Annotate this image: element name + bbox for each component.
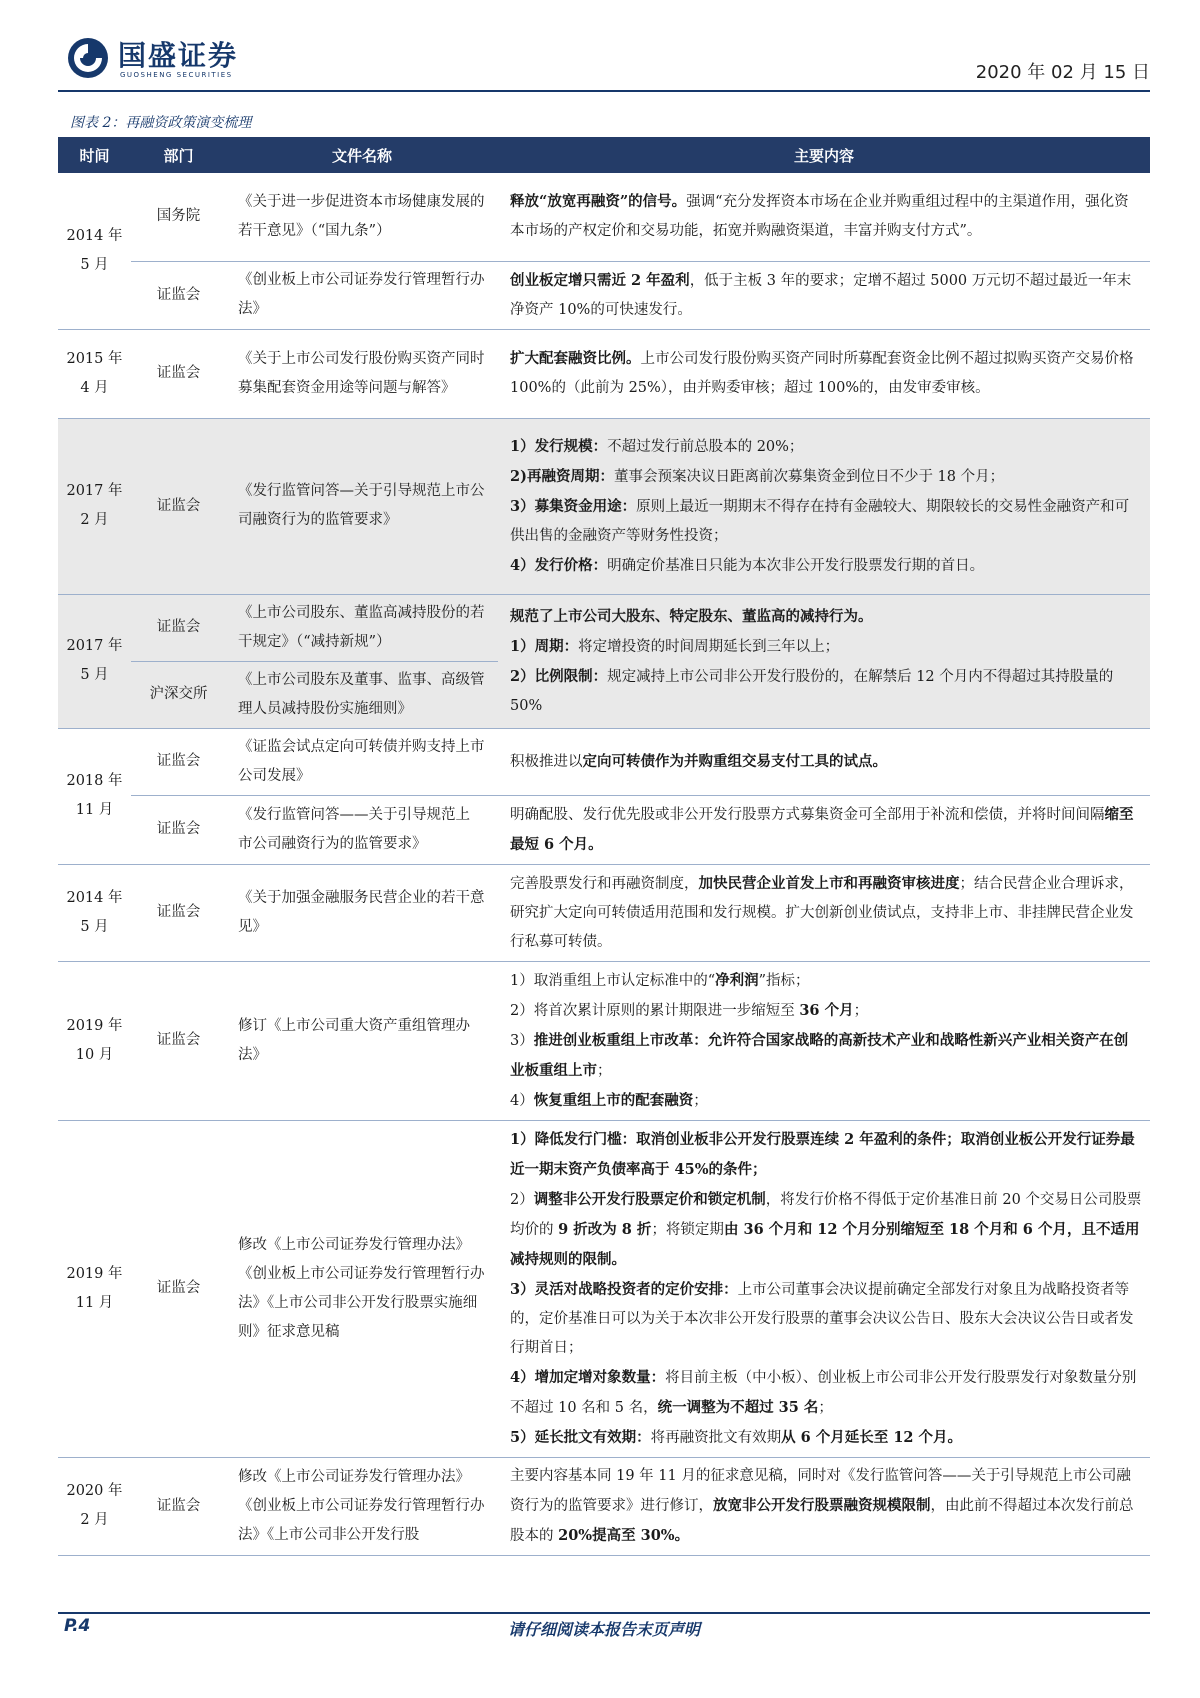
cell-content [498,261,1150,329]
content-text: ，将发行价格不得低于定价基准日前 20 个交易日公司股票均价的 [510,1191,1142,1238]
content-emphasis: 净利润 [715,971,759,989]
content-emphasis: 1）降低发行门槛：取消创业板非公开发行股票连续 2 年盈利的条件；取消创业板公开发行证券最近一期末资产负债率高于 45%的条件； [510,1130,1135,1178]
content-text: 强调“充分发挥资本市场在企业并购重组过程中的主渠道作用，强化资本市场的产权定价和交易功能，拓宽并购融资渠道，丰富并购支付方式”。 [510,194,1129,240]
content-text: 上市公司董事会决议提前确定全部发行对象且为战略投资者等的，定价基准日可以为关于本次非公开发行股票的董事会决议公告日、股东大会决议公告日或者发行期首日； [510,1281,1134,1356]
content-line [510,344,1142,403]
guosheng-logo-icon [66,36,110,80]
content-line [510,187,1142,246]
cell-content [498,173,1150,261]
content-emphasis: 加快民营企业首发上市和再融资审核进度 [698,874,960,892]
content-text: ，由此前不得超过本次发行前总股本的 [510,1497,1134,1544]
content-emphasis: 3）募集资金用途： [510,497,637,515]
cell-dept: 沪深交所 [131,661,226,728]
content-line [510,1423,1142,1453]
content-emphasis: 36 个月 [799,1001,854,1019]
table-row [58,795,1150,864]
cell-time: 2017 年 5 月 [58,594,131,728]
content-line [510,632,1142,662]
content-text: 明确定价基准日只能为本次非公开发行股票发行期的首日。 [607,557,985,574]
header-doc: 文件名称 [226,137,498,173]
table-row [58,594,1150,661]
cell-time: 2015 年 4 月 [58,329,131,418]
content-emphasis: 2）比例限制： [510,667,608,685]
footer-divider [58,1612,1150,1614]
content-line [510,800,1142,860]
cell-time: 2018 年 11 月 [58,728,131,864]
content-text: 完善股票发行和再融资制度， [510,875,699,892]
table-row [58,728,1150,795]
content-text: 不超过发行前总股本的 20%； [607,438,804,455]
header-divider [58,90,1150,92]
cell-time: 2020 年 2 月 [58,1457,131,1555]
table-row [58,961,1150,1120]
content-text: 2）将首次累计原则的累计期限进一步缩短至 [510,1002,800,1019]
content-text: ；结合民营企业合理诉求，研究扩大定向可转债适用范围和发行规模。扩大创新创业债试点，支持非上市、非挂牌民营企业发行私募可转债。 [510,875,1134,950]
table-row [58,864,1150,961]
content-emphasis: 20%提高至 30%。 [558,1526,690,1544]
content-text: 明确配股、发行优先股或非公开发行股票方式募集资金可全部用于补流和偿债，并将时间间隔 [510,806,1105,823]
cell-dept: 证监会 [131,329,226,418]
page-number: P.4 [64,1616,91,1636]
cell-doc: 修订《上市公司重大资产重组管理办法》 [226,961,498,1120]
cell-dept: 证监会 [131,961,226,1120]
content-emphasis: 扩大配套融资比例。 [510,350,641,367]
content-emphasis: 规范了上市公司大股东、特定股东、董监高的减持行为。 [510,607,873,625]
cell-dept: 证监会 [131,1120,226,1457]
cell-content [498,329,1150,418]
content-emphasis: 1）周期： [510,637,579,655]
cell-time: 2019 年 10 月 [58,961,131,1120]
cell-content [498,1120,1150,1457]
cell-doc: 《上市公司股东、董监高减持股份的若干规定》（“减持新规”） [226,594,498,661]
content-line [510,662,1142,721]
header-content: 主要内容 [498,137,1150,173]
header-dept: 部门 [131,137,226,173]
content-line [510,551,1142,581]
content-text: 董事会预案决议日距离前次募集资金到位日不少于 18 个月； [613,468,1005,485]
content-text: 3） [510,1032,534,1049]
content-text: ； [597,1062,612,1079]
cell-dept: 证监会 [131,795,226,864]
cell-content [498,728,1150,795]
content-emphasis: 4）增加定增对象数量： [510,1368,666,1386]
cell-dept: 证监会 [131,261,226,329]
header-time: 时间 [58,137,131,173]
cell-dept: 证监会 [131,728,226,795]
content-text: ；将锁定期 [651,1221,724,1238]
content-text: 将再融资批文有效期 [650,1429,782,1446]
content-line [510,1462,1142,1551]
content-emphasis: 推进创业板重组上市改革：允许符合国家战略的高新技术产业和战略性新兴产业相关资产在创业板重组上市 [510,1031,1129,1079]
content-emphasis: 恢复重组上市的配套融资 [533,1091,694,1109]
content-text: 2） [510,1191,534,1208]
content-emphasis: 由 36 个月和 12 个月分别缩短至 18 个月和 6 个月，且不适用减持规则的限制。 [510,1220,1140,1268]
report-date: 2020 年 02 月 15 日 [975,62,1150,83]
content-emphasis: 创业板定增只需近 2 年盈利 [510,271,690,289]
content-emphasis: 5）延长批文有效期： [510,1428,651,1446]
cell-content [498,795,1150,864]
content-emphasis: 3）灵活对战略投资者的定价安排： [510,1280,738,1298]
content-text: 4） [510,1092,534,1109]
content-text: ； [818,1399,833,1416]
content-line [510,1185,1142,1275]
content-line [510,266,1142,325]
content-text: 规定减持上市公司非公开发行股份的，在解禁后 12 个月内不得超过其持股量的 50% [510,668,1114,714]
content-text: 将目前主板（中小板）、创业板上市公司非公开发行股票发行对象数量分别不超过 10 名和 5 名， [510,1369,1137,1416]
content-line [510,492,1142,551]
content-line [510,1086,1142,1116]
content-text: 原则上最近一期期末不得存在持有金融较大、期限较长的交易性金融资产和可供出售的金融资产等财务性投资； [510,498,1130,544]
table-row [58,1457,1150,1555]
content-text: ，低于主板 3 年的要求；定增不超过 5000 万元切不超过最近一年末净资产 10%的可快速发行。 [510,272,1132,318]
content-line [510,966,1142,996]
content-text: ”指标； [758,972,810,989]
content-emphasis: 定向可转债作为并购重组交易支付工具的试点。 [582,752,887,770]
cell-doc: 《关于进一步促进资本市场健康发展的若干意见》（“国九条”） [226,173,498,261]
table-row [58,329,1150,418]
content-line [510,1125,1142,1185]
content-emphasis: 释放“放宽再融资”的信号。 [510,193,687,211]
content-line [510,747,1142,777]
content-emphasis: 调整非公开发行股票定价和锁定机制 [533,1190,766,1208]
cell-doc: 《证监会试点定向可转债并购支持上市公司发展》 [226,728,498,795]
content-line [510,1275,1142,1363]
policy-table [58,137,1150,1556]
cell-time: 2014 年 5 月 [58,173,131,329]
table-header-row [58,137,1150,173]
cell-content [498,864,1150,961]
cell-dept: 国务院 [131,173,226,261]
cell-content [498,418,1150,594]
content-emphasis: 9 折改为 8 折 [558,1220,652,1238]
table-row [58,418,1150,594]
content-text: ； [853,1002,869,1019]
content-text: 将定增投资的时间周期延长到三年以上； [578,638,840,655]
cell-content [498,594,1150,728]
content-emphasis: 统一调整为不超过 35 名 [657,1398,819,1416]
content-emphasis: 1）发行规模： [510,437,608,455]
brand-name: 国盛证券 [118,39,239,72]
cell-dept: 证监会 [131,1457,226,1555]
cell-content [498,961,1150,1120]
content-line [510,462,1142,492]
cell-doc: 修改《上市公司证券发行管理办法》《创业板上市公司证券发行管理暂行办法》《上市公司非公开发行股 [226,1457,498,1555]
brand-subtitle: GUOSHENG SECURITIES [120,71,233,79]
cell-doc: 《发行监管问答—关于引导规范上市公司融资行为的监管要求》 [226,418,498,594]
content-emphasis: 从 6 个月延长至 12 个月。 [781,1428,963,1446]
cell-dept: 证监会 [131,594,226,661]
content-line [510,869,1142,957]
footer-disclaimer: 请仔细阅读本报告末页声明 [507,1620,700,1639]
cell-doc: 《发行监管问答——关于引导规范上 市公司融资行为的监管要求》 [226,795,498,864]
cell-doc: 修改《上市公司证券发行管理办法》《创业板上市公司证券发行管理暂行办法》《上市公司非公开发行股票实施细则》征求意见稿 [226,1120,498,1457]
cell-time: 2019 年 11 月 [58,1120,131,1457]
content-line [510,1026,1142,1086]
cell-dept: 证监会 [131,864,226,961]
content-text: 主要内容基本同 19 年 11 月的征求意见稿，同时对《发行监管问答——关于引导规范上市公司融资行为的监管要求》进行修订， [510,1467,1131,1514]
table-row [58,261,1150,329]
cell-content [498,1457,1150,1555]
cell-doc: 《创业板上市公司证券发行管理暂行办法》 [226,261,498,329]
content-text: 积极推进以 [510,753,583,770]
page-header [58,26,1150,86]
content-text: ； [693,1092,708,1109]
content-line [510,432,1142,462]
content-text: 上市公司发行股份购买资产同时所募配套资金比例不超过拟购买资产交易价格 100%的（此前为 25%），由并购委审核；超过 100%的，由发审委审核。 [510,351,1134,396]
cell-time: 2014 年 5 月 [58,864,131,961]
content-emphasis: 缩至最短 6 个月。 [510,805,1134,853]
table-row [58,173,1150,261]
cell-time: 2017 年 2 月 [58,418,131,594]
content-text: 1）取消重组上市认定标准中的“ [510,972,716,989]
content-line [510,602,1142,632]
content-emphasis: 4）发行价格： [510,556,608,574]
table-row [58,1120,1150,1457]
cell-doc: 《关于加强金融服务民营企业的若干意见》 [226,864,498,961]
cell-dept: 证监会 [131,418,226,594]
cell-doc: 《关于上市公司发行股份购买资产同时募集配套资金用途等问题与解答》 [226,329,498,418]
content-line [510,1363,1142,1423]
content-emphasis: 放宽非公开发行股票融资规模限制 [713,1496,931,1514]
cell-doc: 《上市公司股东及董事、监事、高级管理人员减持股份实施细则》 [226,661,498,728]
figure-title: 图表 2：再融资政策演变梳理 [70,115,252,131]
content-line [510,996,1142,1026]
content-emphasis: 2)再融资周期： [510,467,614,485]
